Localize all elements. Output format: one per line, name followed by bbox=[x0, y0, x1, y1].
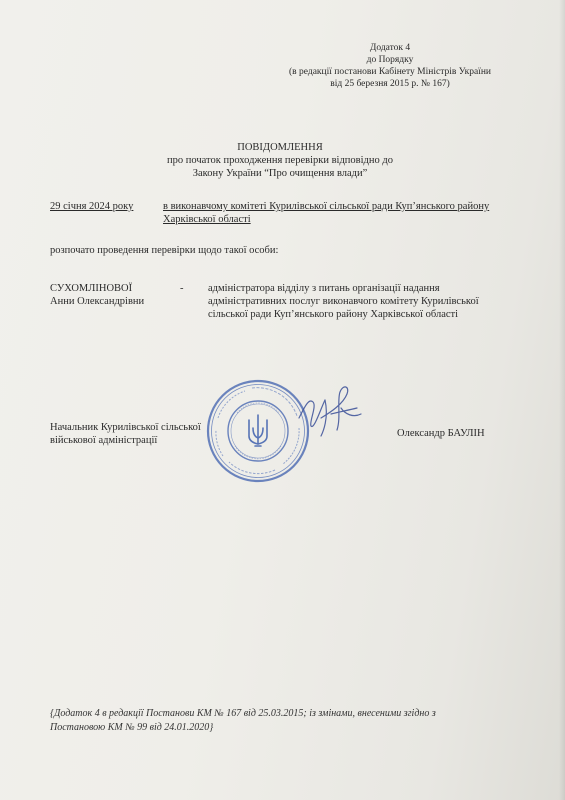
legal-footnote bbox=[50, 707, 520, 735]
annex-header bbox=[270, 42, 510, 90]
person-surname: СУХОМЛІНОВОЇ bbox=[50, 283, 133, 294]
paper-edge-shadow bbox=[559, 0, 565, 800]
notice-date: 29 січня 2024 року bbox=[50, 201, 134, 212]
person-position-line3: сільської ради Куп’янського району Харківської області bbox=[208, 309, 459, 320]
notice-place-line1: в виконавчому комітеті Курилівської сільської ради Куп’янського району bbox=[163, 201, 490, 212]
signatory-title-line1: Начальник Курилівської сільської bbox=[50, 422, 201, 433]
footnote-line2: Постановою КМ № 99 від 24.01.2020} bbox=[50, 722, 214, 733]
person-name: Анни Олександрівни bbox=[50, 296, 145, 307]
annex-ref: до Порядку bbox=[366, 55, 414, 65]
document-subtitle-2: Закону України “Про очищення влади” bbox=[192, 168, 368, 179]
document-subtitle-1: про початок проходження перевірки відповідно до bbox=[167, 155, 393, 166]
annex-number: Додаток 4 bbox=[369, 43, 411, 53]
annex-date: від 25 березня 2015 р. № 167) bbox=[330, 79, 450, 89]
notice-place-line2: Харківської області bbox=[163, 214, 251, 225]
person-dash: - bbox=[180, 283, 184, 294]
document-heading bbox=[120, 141, 440, 180]
footnote-line1: {Додаток 4 в редакції Постанови КМ № 167 від 25.03.2015; із змінами, внесеними згідно з bbox=[50, 708, 436, 719]
document-title: ПОВІДОМЛЕННЯ bbox=[237, 142, 323, 153]
signatory-name: Олександр БАУЛІН bbox=[397, 428, 485, 439]
annex-edition: (в редакції постанови Кабінету Міністрів України bbox=[289, 67, 491, 77]
signatory-title-line2: військової адміністрації bbox=[50, 435, 158, 446]
person-position-line2: адміністративних послуг виконавчого комітету Курилівської bbox=[208, 296, 479, 307]
person-position-line1: адміністратора відділу з питань організації надання bbox=[208, 283, 440, 294]
notice-intro: розпочато проведення перевірки щодо такої особи: bbox=[50, 245, 279, 256]
signature-icon bbox=[295, 378, 365, 440]
